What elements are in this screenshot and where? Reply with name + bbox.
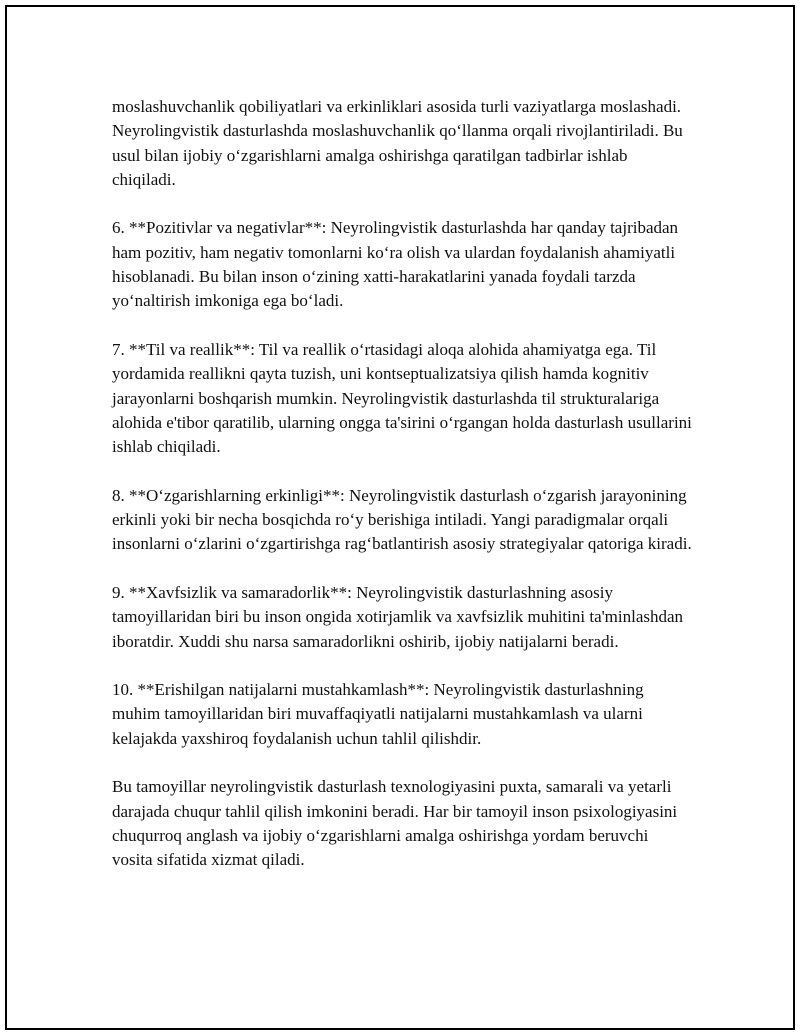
paragraph-item-10: 10. **Erishilgan natijalarni mustahkamlash**: Neyrolingvistik dasturlashning muhim tamoyillaridan biri muvaffaqiyatli natijalarni mustahkamlash va ularni kelajakda yaxshiroq foydalanish uchun tahlil qilishdir.: [112, 680, 644, 748]
paragraph-conclusion: Bu tamoyillar neyrolingvistik dasturlash texnologiyasini puxta, samarali va yetarli darajada chuqur tahlil qilish imkonini beradi. Har bir tamoyil inson psixologiyasini chuqurroq anglash va ijobiy o‘zgarishlarni amalga oshirishga yordam beruvchi vosita sifatida xizmat qiladi.: [112, 777, 678, 870]
paragraph-item-7: 7. **Til va reallik**: Til va reallik o‘rtasidagi aloqa alohida ahamiyatga ega. Til yordamida reallikni qayta tuzish, uni kontseptualizatsiya qilish hamda kognitiv jarayonlarni boshqarish mumkin. Neyrolingvistik dasturlashda til strukturalariga alohida e'tibor qaratilib, ularning ongga ta'sirini o‘rgangan holda dasturlash usullarini ishlab chiqiladi.: [112, 339, 692, 457]
document-body: [112, 95, 692, 897]
paragraph-item-8: 8. **O‘zgarishlarning erkinligi**: Neyrolingvistik dasturlash o‘zgarish jarayonining erkinli yoki bir necha bosqichda ro‘y berishiga intiladi. Yangi paradigmalar orqali insonlarni o‘zlarini o‘zgartirishga rag‘batlantirish asosiy strategiyalar qatoriga kiradi.: [112, 485, 692, 554]
paragraph-item-6: 6. **Pozitivlar va negativlar**: Neyrolingvistik dasturlashda har qanday tajribadan ham pozitiv, ham negativ tomonlarni ko‘ra olish va ulardan foydalanish ahamiyatli hisoblanadi. Bu bilan inson o‘zining xatti-harakatlarini yanada foydali tarzda yo‘naltirish imkoniga ega bo‘ladi.: [112, 218, 679, 311]
paragraph-continuation: moslashuvchanlik qobiliyatlari va erkinliklari asosida turli vaziyatlarga moslashadi. Neyrolingvistik dasturlashda moslashuvchanlik qo‘llanma orqali rivojlantiriladi. Bu usul bilan ijobiy o‘zgarishlarni amalga oshirishga qaratilgan tadbirlar ishlab chiqiladi.: [112, 97, 683, 189]
paragraph-item-9: 9. **Xavfsizlik va samaradorlik**: Neyrolingvistik dasturlashning asosiy tamoyillaridan biri bu inson ongida xotirjamlik va xavfsizlik muhitini ta'minlashdan iboratdir. Xuddi shu narsa samaradorlikni oshirib, ijobiy natijalarni beradi.: [112, 582, 684, 651]
